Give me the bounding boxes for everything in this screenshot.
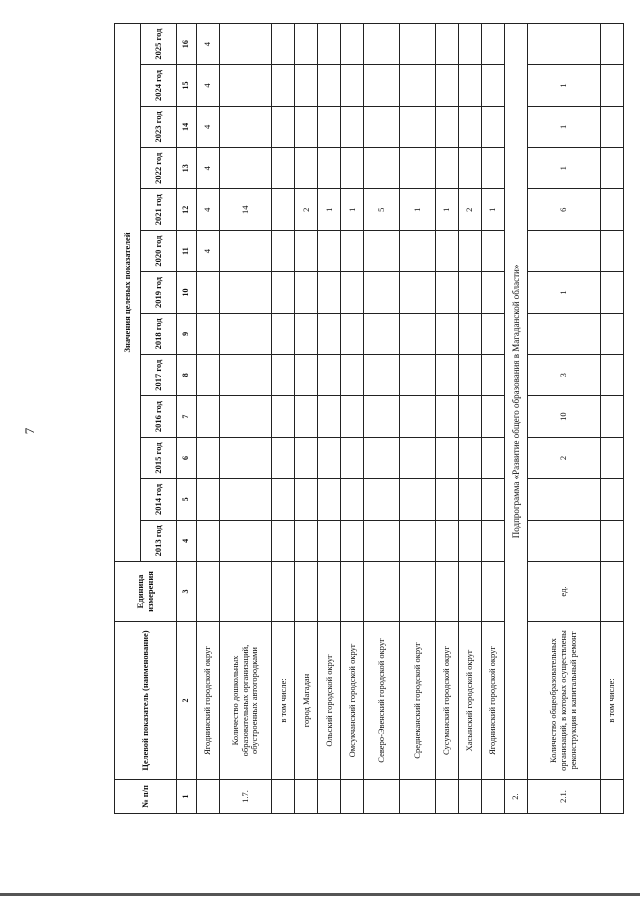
row-value (435, 437, 458, 478)
row-value (220, 437, 272, 478)
row-value (435, 106, 458, 147)
row-value (197, 437, 220, 478)
row-value (481, 520, 504, 561)
column-number: 6 (177, 437, 197, 478)
row-value (364, 437, 400, 478)
row-value (527, 23, 600, 64)
row-value (458, 272, 481, 313)
row-value: 1 (527, 148, 600, 189)
row-value (364, 65, 400, 106)
row-unit (272, 562, 295, 622)
row-value (600, 355, 623, 396)
row-name: в том числе: (272, 622, 295, 780)
row-value (197, 520, 220, 561)
row-value (435, 23, 458, 64)
header-unit: Единица измерения (115, 562, 177, 622)
row-value (220, 396, 272, 437)
row-name: Хасынский городской округ (458, 622, 481, 780)
row-number (295, 780, 318, 814)
row-value (341, 230, 364, 271)
table-row (399, 23, 435, 813)
row-unit (458, 562, 481, 622)
table-row (318, 23, 341, 813)
row-value: 1 (527, 106, 600, 147)
row-value (481, 148, 504, 189)
row-value: 5 (364, 189, 400, 230)
row-unit (600, 562, 623, 622)
row-value (341, 313, 364, 354)
row-value (399, 396, 435, 437)
year-header: 2021 год (141, 189, 177, 230)
row-name: Сусуманский городской округ (435, 622, 458, 780)
column-number: 15 (177, 65, 197, 106)
section-number: 2. (504, 780, 527, 814)
row-value (399, 65, 435, 106)
column-number: 8 (177, 355, 197, 396)
row-value (220, 23, 272, 64)
row-value (364, 230, 400, 271)
row-name: в том числе: (600, 622, 623, 780)
row-number (341, 780, 364, 814)
row-value (272, 396, 295, 437)
row-value (272, 272, 295, 313)
row-value (295, 65, 318, 106)
row-value (399, 23, 435, 64)
year-header: 2022 год (141, 148, 177, 189)
row-number (399, 780, 435, 814)
column-number: 16 (177, 23, 197, 64)
row-value (272, 189, 295, 230)
row-unit (197, 562, 220, 622)
row-value (458, 396, 481, 437)
row-value (527, 230, 600, 271)
row-value (399, 313, 435, 354)
row-value (481, 479, 504, 520)
row-value: 1 (341, 189, 364, 230)
row-value (272, 148, 295, 189)
column-number: 11 (177, 230, 197, 271)
row-value (458, 313, 481, 354)
row-value (399, 148, 435, 189)
row-unit (318, 562, 341, 622)
row-unit (364, 562, 400, 622)
row-value (272, 520, 295, 561)
table-row (435, 23, 458, 813)
header-name: Целевой показатель (наименование) (115, 622, 177, 780)
row-value (220, 520, 272, 561)
row-value (220, 106, 272, 147)
row-value (435, 355, 458, 396)
row-unit (435, 562, 458, 622)
row-value (197, 355, 220, 396)
target-indicators-table (114, 23, 624, 814)
column-number: 7 (177, 396, 197, 437)
row-value (318, 437, 341, 478)
row-value (364, 355, 400, 396)
row-value: 1 (481, 189, 504, 230)
row-value (318, 520, 341, 561)
header-no: № п/п (115, 780, 177, 814)
row-value (364, 479, 400, 520)
row-value (272, 479, 295, 520)
row-value (435, 396, 458, 437)
section-row (504, 23, 527, 813)
row-number (481, 780, 504, 814)
row-name: Омсукчанский городской округ (341, 622, 364, 780)
row-value (341, 479, 364, 520)
row-value (364, 520, 400, 561)
row-unit (220, 562, 272, 622)
row-value (341, 106, 364, 147)
row-value (364, 106, 400, 147)
row-unit (481, 562, 504, 622)
row-value (318, 148, 341, 189)
year-header: 2020 год (141, 230, 177, 271)
row-name: Северо-Эвенский городской округ (364, 622, 400, 780)
row-number (458, 780, 481, 814)
row-value (220, 355, 272, 396)
row-value (600, 272, 623, 313)
row-value (600, 65, 623, 106)
row-value (481, 437, 504, 478)
table-row (295, 23, 318, 813)
row-unit (399, 562, 435, 622)
row-value (399, 230, 435, 271)
row-value (458, 23, 481, 64)
table-row (364, 23, 400, 813)
table-body (197, 23, 624, 813)
row-value: 2 (527, 437, 600, 478)
row-number (318, 780, 341, 814)
row-value (600, 479, 623, 520)
row-value (435, 272, 458, 313)
row-number (364, 780, 400, 814)
row-number (600, 780, 623, 814)
table-row (527, 23, 600, 813)
row-value (399, 520, 435, 561)
row-value (600, 230, 623, 271)
year-header: 2016 год (141, 396, 177, 437)
year-header: 2025 год (141, 23, 177, 64)
row-value (197, 479, 220, 520)
row-value (341, 437, 364, 478)
row-value: 14 (220, 189, 272, 230)
row-value (481, 230, 504, 271)
column-number: 2 (177, 622, 197, 780)
row-value (481, 23, 504, 64)
row-value: 6 (527, 189, 600, 230)
row-value (458, 437, 481, 478)
row-value (600, 313, 623, 354)
row-name: город Магадан (295, 622, 318, 780)
row-value (272, 313, 295, 354)
year-header: 2013 год (141, 520, 177, 561)
row-unit (295, 562, 318, 622)
row-value: 2 (458, 189, 481, 230)
row-value (458, 520, 481, 561)
row-name: Ягоднинский городской округ (481, 622, 504, 780)
row-value (341, 355, 364, 396)
row-value (458, 65, 481, 106)
row-value (481, 396, 504, 437)
row-value (318, 396, 341, 437)
row-value (481, 313, 504, 354)
year-header: 2024 год (141, 65, 177, 106)
row-value (220, 230, 272, 271)
column-number: 10 (177, 272, 197, 313)
row-number (435, 780, 458, 814)
table-row (220, 23, 272, 813)
row-name: Среднеканский городской округ (399, 622, 435, 780)
row-value (527, 520, 600, 561)
row-value (600, 23, 623, 64)
row-value: 4 (197, 65, 220, 106)
row-value (364, 396, 400, 437)
column-number: 14 (177, 106, 197, 147)
row-value (295, 23, 318, 64)
row-value: 4 (197, 106, 220, 147)
year-header: 2019 год (141, 272, 177, 313)
row-value (600, 437, 623, 478)
row-value (458, 148, 481, 189)
row-value (272, 23, 295, 64)
column-number: 12 (177, 189, 197, 230)
row-value (600, 148, 623, 189)
row-value (295, 520, 318, 561)
page-number: 7 (22, 427, 37, 435)
row-value (318, 479, 341, 520)
row-value (600, 520, 623, 561)
row-value (481, 272, 504, 313)
section-title: Подпрограмма «Развитие общего образования в Магаданской области» (504, 23, 527, 779)
row-value: 1 (399, 189, 435, 230)
column-number: 5 (177, 479, 197, 520)
row-value (318, 65, 341, 106)
row-name: Количество общеобразовательных организаций, в которых осуществлены реконструкция и капитальный ремонт (527, 622, 600, 780)
row-value (399, 479, 435, 520)
table-row (458, 23, 481, 813)
row-value (458, 230, 481, 271)
year-header: 2017 год (141, 355, 177, 396)
row-value: 1 (527, 272, 600, 313)
row-name: Ольский городской округ (318, 622, 341, 780)
row-value (458, 355, 481, 396)
row-value: 1 (527, 65, 600, 106)
row-value (458, 479, 481, 520)
row-value (341, 148, 364, 189)
row-value (295, 148, 318, 189)
row-value (600, 396, 623, 437)
row-number (197, 780, 220, 814)
row-value (435, 520, 458, 561)
year-header: 2014 год (141, 479, 177, 520)
row-value (295, 313, 318, 354)
rotated-table-container (114, 24, 624, 814)
row-value (295, 230, 318, 271)
row-value (364, 148, 400, 189)
row-value (272, 230, 295, 271)
row-value (220, 272, 272, 313)
row-value: 4 (197, 148, 220, 189)
row-value (220, 313, 272, 354)
row-value (458, 106, 481, 147)
row-value: 4 (197, 23, 220, 64)
row-value (341, 23, 364, 64)
row-value (318, 272, 341, 313)
row-value (399, 437, 435, 478)
column-numbers-row (177, 23, 197, 813)
row-value (341, 520, 364, 561)
table-row (341, 23, 364, 813)
row-value (435, 313, 458, 354)
row-unit (341, 562, 364, 622)
row-value (220, 148, 272, 189)
row-value: 10 (527, 396, 600, 437)
row-name: Количество дошкольных образовательных организаций, обустроенных автогородками (220, 622, 272, 780)
row-value (435, 148, 458, 189)
column-number: 13 (177, 148, 197, 189)
row-value (220, 479, 272, 520)
header-values: Значения целевых показателей (115, 23, 141, 561)
column-number: 4 (177, 520, 197, 561)
table-row (272, 23, 295, 813)
row-value (435, 230, 458, 271)
row-value (481, 106, 504, 147)
row-value (399, 355, 435, 396)
row-value (318, 23, 341, 64)
row-value (272, 437, 295, 478)
row-value (399, 106, 435, 147)
row-value (197, 313, 220, 354)
row-value (318, 106, 341, 147)
row-value (364, 313, 400, 354)
year-header: 2023 год (141, 106, 177, 147)
table-row (600, 23, 623, 813)
row-name: Ягоднинский городской округ (197, 622, 220, 780)
row-value (481, 65, 504, 106)
row-value (364, 272, 400, 313)
year-header: 2015 год (141, 437, 177, 478)
row-value (318, 313, 341, 354)
row-unit: ед. (527, 562, 600, 622)
table-row (197, 23, 220, 813)
row-value (481, 355, 504, 396)
row-value (435, 479, 458, 520)
row-value: 4 (197, 230, 220, 271)
row-value (341, 65, 364, 106)
column-number: 1 (177, 780, 197, 814)
row-value (295, 272, 318, 313)
row-value (295, 479, 318, 520)
row-value: 1 (318, 189, 341, 230)
row-value (318, 355, 341, 396)
column-number: 3 (177, 562, 197, 622)
row-number (272, 780, 295, 814)
row-value (600, 106, 623, 147)
row-value (295, 437, 318, 478)
row-value (399, 272, 435, 313)
row-value (364, 23, 400, 64)
row-value (295, 396, 318, 437)
row-value (272, 106, 295, 147)
row-value: 2 (295, 189, 318, 230)
row-value: 4 (197, 189, 220, 230)
row-value: 1 (435, 189, 458, 230)
column-number: 9 (177, 313, 197, 354)
row-value (220, 65, 272, 106)
year-header: 2018 год (141, 313, 177, 354)
row-number: 2.1. (527, 780, 600, 814)
row-value (295, 106, 318, 147)
scan-edge-line (0, 893, 640, 896)
row-value (527, 313, 600, 354)
row-value (341, 396, 364, 437)
row-number: 1.7. (220, 780, 272, 814)
row-value (435, 65, 458, 106)
row-value (272, 355, 295, 396)
row-value: 3 (527, 355, 600, 396)
row-value (272, 65, 295, 106)
table-row (481, 23, 504, 813)
row-value (197, 272, 220, 313)
row-value (341, 272, 364, 313)
row-value (527, 479, 600, 520)
row-value (318, 230, 341, 271)
row-value (295, 355, 318, 396)
row-value (197, 396, 220, 437)
row-value (600, 189, 623, 230)
